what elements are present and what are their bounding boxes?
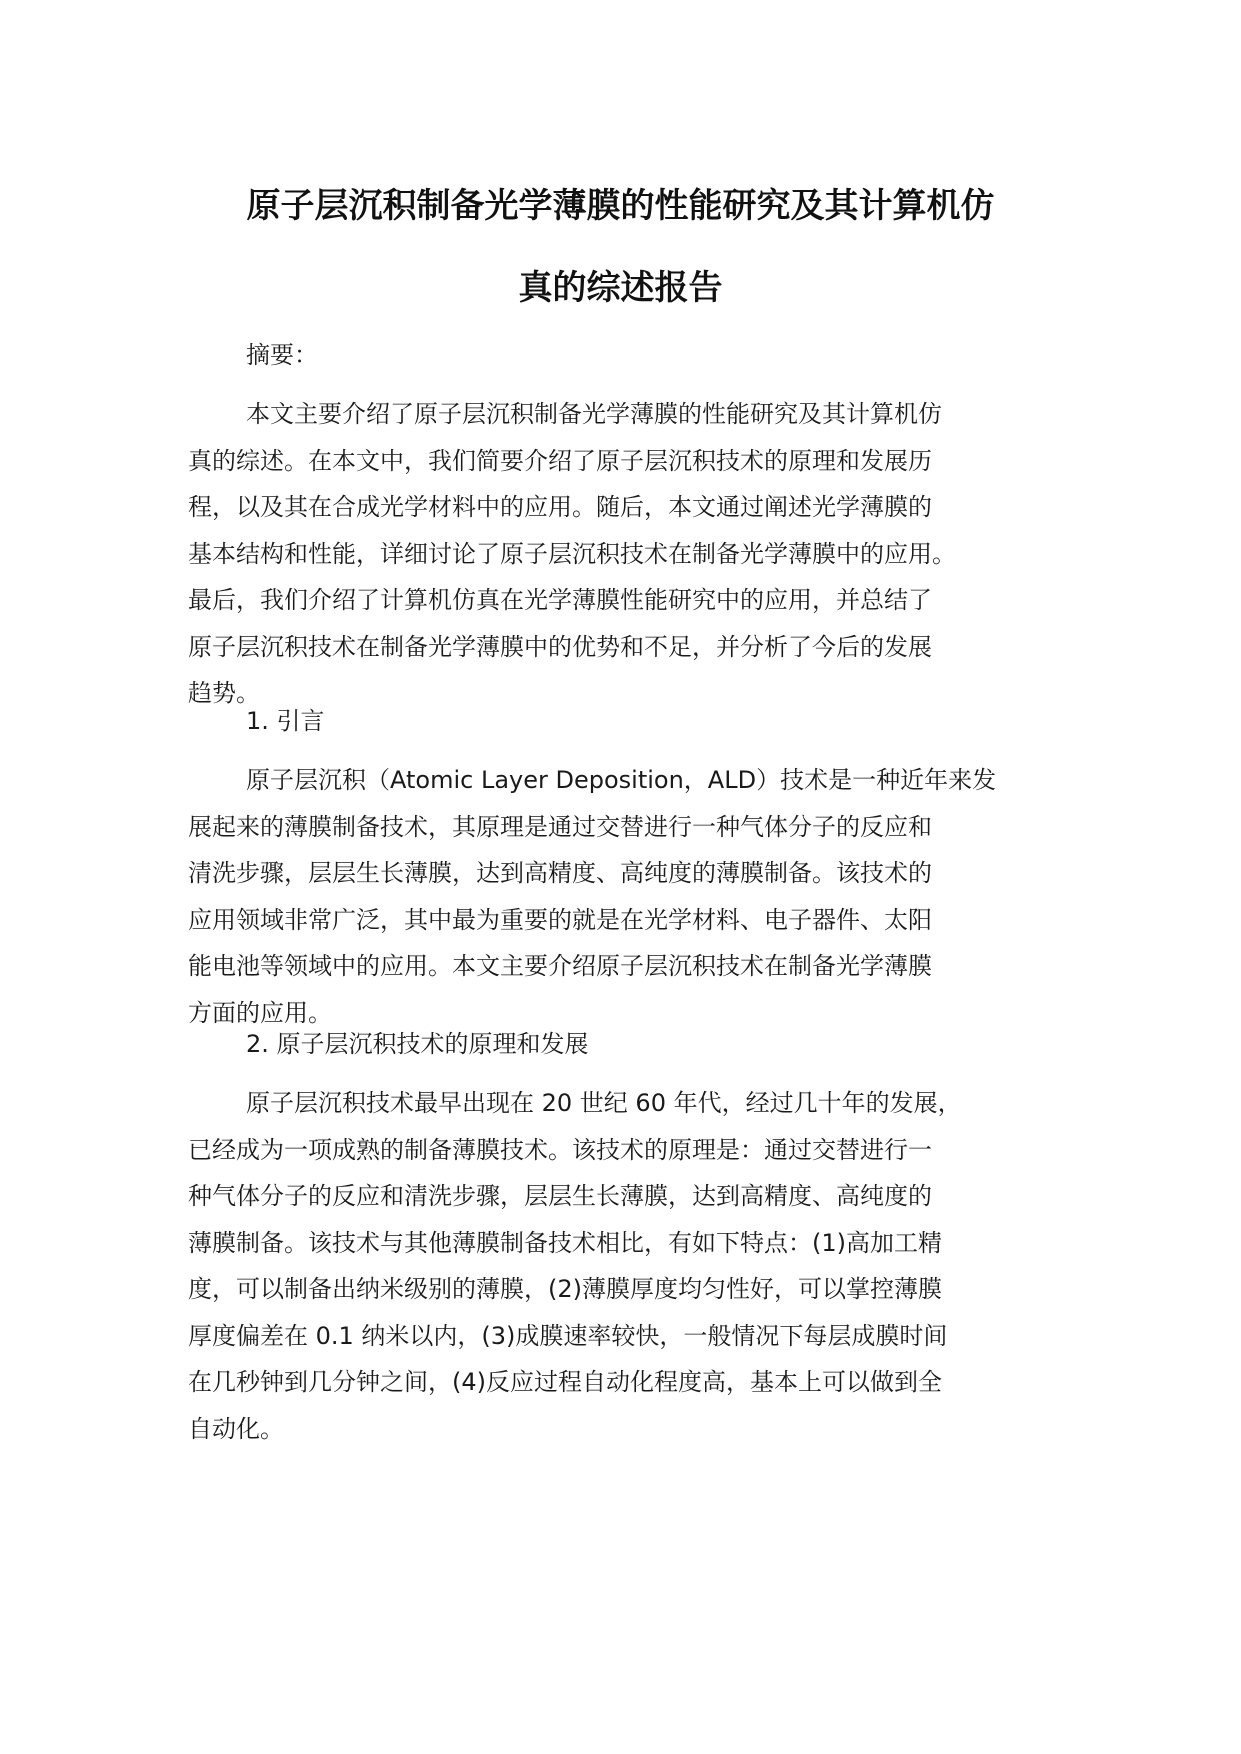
section-1-line: 原子层沉积（Atomic Layer Deposition，ALD）技术是一种近年来发	[246, 766, 997, 794]
section-2-line: 原子层沉积技术最早出现在 20 世纪 60 年代，经过几十年的发展，	[246, 1089, 962, 1117]
section-1-line: 清洗步骤，层层生长薄膜，达到高精度、高纯度的薄膜制备。该技术的	[188, 859, 932, 887]
abstract-line: 原子层沉积技术在制备光学薄膜中的优势和不足，并分析了今后的发展	[188, 632, 932, 661]
abstract-line: 趋势。	[188, 679, 260, 707]
abstract-line: 本文主要介绍了原子层沉积制备光学薄膜的性能研究及其计算机仿	[246, 400, 942, 428]
abstract-label: 摘要：	[246, 341, 318, 369]
section-2-line: 厚度偏差在 0.1 纳米以内，(3)成膜速率较快，一般情况下每层成膜时间	[188, 1321, 948, 1350]
abstract-line: 最后，我们介绍了计算机仿真在光学薄膜性能研究中的应用，并总结了	[188, 586, 932, 614]
section-2-line: 在几秒钟到几分钟之间，(4)反应过程自动化程度高，基本上可以做到全	[188, 1368, 942, 1396]
section-2-line: 薄膜制备。该技术与其他薄膜制备技术相比，有如下特点：(1)高加工精	[188, 1228, 942, 1257]
document-title-line-1: 原子层沉积制备光学薄膜的性能研究及其计算机仿	[246, 186, 995, 226]
section-1-line: 应用领域非常广泛，其中最为重要的就是在光学材料、电子器件、太阳	[188, 905, 932, 934]
section-2-heading: 2. 原子层沉积技术的原理和发展	[246, 1030, 589, 1058]
section-1-line: 展起来的薄膜制备技术，其原理是通过交替进行一种气体分子的反应和	[188, 812, 932, 841]
section-2-paragraph	[188, 1080, 1068, 1452]
abstract-line: 程，以及其在合成光学材料中的应用。随后，本文通过阐述光学薄膜的	[188, 493, 932, 521]
document-title-line-2: 真的综述报告	[518, 268, 723, 308]
section-1-paragraph	[188, 757, 1068, 1036]
section-2-line: 度，可以制备出纳米级别的薄膜，(2)薄膜厚度均匀性好，可以掌控薄膜	[188, 1275, 942, 1303]
section-1-line: 能电池等领域中的应用。本文主要介绍原子层沉积技术在制备光学薄膜	[188, 952, 932, 980]
section-2-line: 种气体分子的反应和清洗步骤，层层生长薄膜，达到高精度、高纯度的	[188, 1182, 932, 1210]
abstract-line: 真的综述。在本文中，我们简要介绍了原子层沉积技术的原理和发展历	[188, 446, 932, 475]
section-1-heading: 1. 引言	[246, 707, 325, 735]
section-2-line: 自动化。	[188, 1414, 284, 1443]
section-2-line: 已经成为一项成熟的制备薄膜技术。该技术的原理是：通过交替进行一	[188, 1135, 932, 1164]
abstract-paragraph	[188, 391, 1068, 717]
abstract-line: 基本结构和性能，详细讨论了原子层沉积技术在制备光学薄膜中的应用。	[188, 539, 956, 568]
section-1-line: 方面的应用。	[188, 998, 332, 1027]
